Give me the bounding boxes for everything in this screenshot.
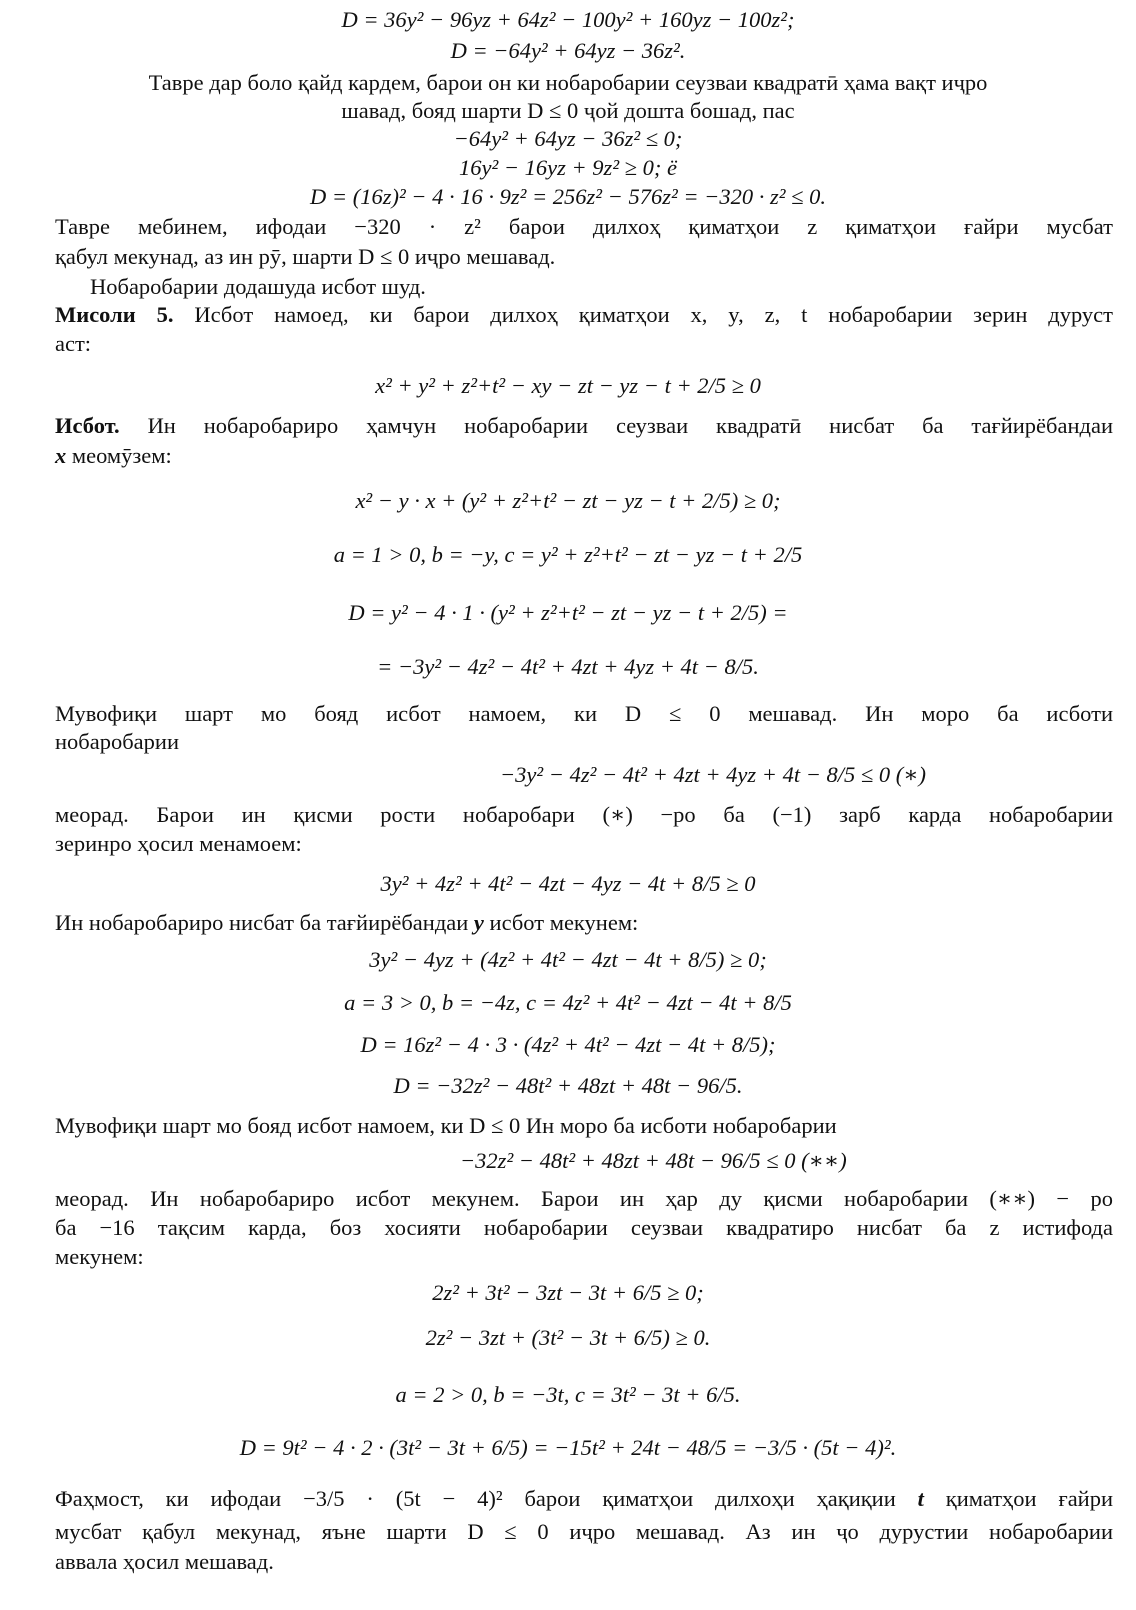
equation-line: −64y² + 64yz − 36z² ≤ 0; [453, 126, 683, 151]
text-line: ба −16 тақсим карда, боз хосияти нобаробарии сеузваи квадратиро нисбат ба z истифода [55, 1215, 1113, 1240]
proof-paragraph [55, 411, 1113, 441]
equation-line: a = 3 > 0, b = −4z, c = 4z² + 4t² − 4zt − 4t + 8/5 [344, 990, 792, 1015]
text-line: қабул мекунад, аз ин рӯ, шарти D ≤ 0 иҷро мешавад. [55, 244, 556, 269]
text-line: зеринро ҳосил менамоем: [55, 831, 302, 856]
equation-line: D = −64y² + 64yz − 36z². [450, 38, 686, 63]
text-span: исбот мекунем: [489, 910, 639, 935]
text-line: аввала ҳосил мешавад. [55, 1549, 274, 1574]
text-line: шавад, бояд шарти D ≤ 0 ҷой дошта бошад, пас [341, 98, 795, 123]
text-span: Ин нобаробариро нисбат ба тағйирёбандаи [55, 910, 469, 935]
variable-t: t [917, 1486, 924, 1511]
text-line [55, 441, 1113, 471]
text-line [55, 908, 1113, 938]
text-line: Тавре мебинем, ифодаи −320 · z² барои дилхоҳ қиматҳои z қиматҳои ғайри мусбат [55, 214, 1113, 239]
equation-line: a = 2 > 0, b = −3t, c = 3t² − 3t + 6/5. [395, 1382, 741, 1407]
text-span: Фаҳмост, ки ифодаи −3/5 · (5t − 4)² барои қиматҳои дилхоҳи ҳақиқии [55, 1486, 896, 1511]
text-line: меорад. Ин нобаробариро исбот мекунем. Барои ин ҳар ду қисми нобаробарии (∗∗) − ро [55, 1186, 1113, 1211]
text-line: нобаробарии [55, 729, 179, 754]
equation-line: D = y² − 4 · 1 · (y² + z²+t² − zt − yz − t + 2/5) = [348, 600, 788, 625]
equation-line: 16y² − 16yz + 9z² ≥ 0; ё [458, 155, 678, 180]
equation-line: D = −32z² − 48t² + 48zt + 48t − 96/5. [393, 1073, 743, 1098]
equation-line: 3y² − 4yz + (4z² + 4t² − 4zt − 4t + 8/5) ≥ 0; [369, 947, 767, 972]
equation-line: 3y² + 4z² + 4t² − 4zt − 4yz − 4t + 8/5 ≥ 0 [380, 871, 756, 896]
text-span: меомӯзем: [71, 443, 172, 468]
text-line: мусбат қабул мекунад, яъне шарти D ≤ 0 иҷро мешавад. Аз ин ҷо дурустии нобаробарии [55, 1519, 1113, 1544]
equation-line: D = 9t² − 4 · 2 · (3t² − 3t + 6/5) = −15t² + 24t − 48/5 = −3/5 · (5t − 4)². [239, 1435, 897, 1460]
text-line: мекунем: [55, 1244, 144, 1269]
variable-y: y [473, 910, 484, 935]
text-span: Исбот намоед, ки барои дилхоҳ қиматҳои x, y, z, t нобаробарии зерин дуруст [194, 302, 1114, 327]
example-heading: Мисоли 5. [55, 302, 174, 327]
proof-heading: Исбот. [55, 413, 120, 438]
equation-line: D = 16z² − 4 · 3 · (4z² + 4t² − 4zt − 4t + 8/5); [360, 1032, 776, 1057]
text-line: аст: [55, 331, 92, 356]
text-span: Ин нобаробариро ҳамчун нобаробарии сеузваи квадратӣ нисбат ба тағйирёбандаи [147, 413, 1113, 438]
variable-x: x [55, 443, 67, 468]
equation-line: D = (16z)² − 4 · 16 · 9z² = 256z² − 576z² = −320 · z² ≤ 0. [310, 184, 826, 209]
example-paragraph [55, 300, 1113, 330]
equation-line: x² − y · x + (y² + z²+t² − zt − yz − t + 2/5) ≥ 0; [355, 488, 781, 513]
text-line: меорад. Барои ин қисми рости нобаробари (∗) −ро ба (−1) зарб карда нобаробарии [55, 802, 1113, 827]
equation-line: x² + y² + z²+t² − xy − zt − yz − t + 2/5 ≥ 0 [375, 373, 761, 398]
equation-line: −32z² − 48t² + 48zt + 48t − 96/5 ≤ 0 (∗∗) [460, 1148, 847, 1173]
equation-line: 2z² + 3t² − 3zt − 3t + 6/5 ≥ 0; [432, 1280, 704, 1305]
text-line: Мувофиқи шарт мо бояд исбот намоем, ки D ≤ 0 мешавад. Ин моро ба исботи [55, 701, 1113, 726]
text-line: Нобаробарии додашуда исбот шуд. [90, 274, 426, 299]
equation-line: a = 1 > 0, b = −y, c = y² + z²+t² − zt − yz − t + 2/5 [333, 542, 803, 567]
equation-line: −3y² − 4z² − 4t² + 4zt + 4yz + 4t − 8/5 ≤ 0 (∗) [500, 762, 927, 787]
text-line [55, 1484, 1113, 1514]
equation-line: = −3y² − 4z² − 4t² + 4zt + 4yz + 4t − 8/5. [377, 654, 759, 679]
text-line: Мувофиқи шарт мо бояд исбот намоем, ки D ≤ 0 Ин моро ба исботи нобаробарии [55, 1113, 837, 1138]
equation-line: D = 36y² − 96yz + 64z² − 100y² + 160yz − 100z²; [341, 7, 795, 32]
text-span: қиматҳои ғайри [945, 1486, 1114, 1511]
equation-line: 2z² − 3zt + (3t² − 3t + 6/5) ≥ 0. [425, 1325, 711, 1350]
text-line: Тавре дар боло қайд кардем, барои он ки нобаробарии сеузваи квадратӣ ҳама вақт иҷро [148, 70, 988, 95]
